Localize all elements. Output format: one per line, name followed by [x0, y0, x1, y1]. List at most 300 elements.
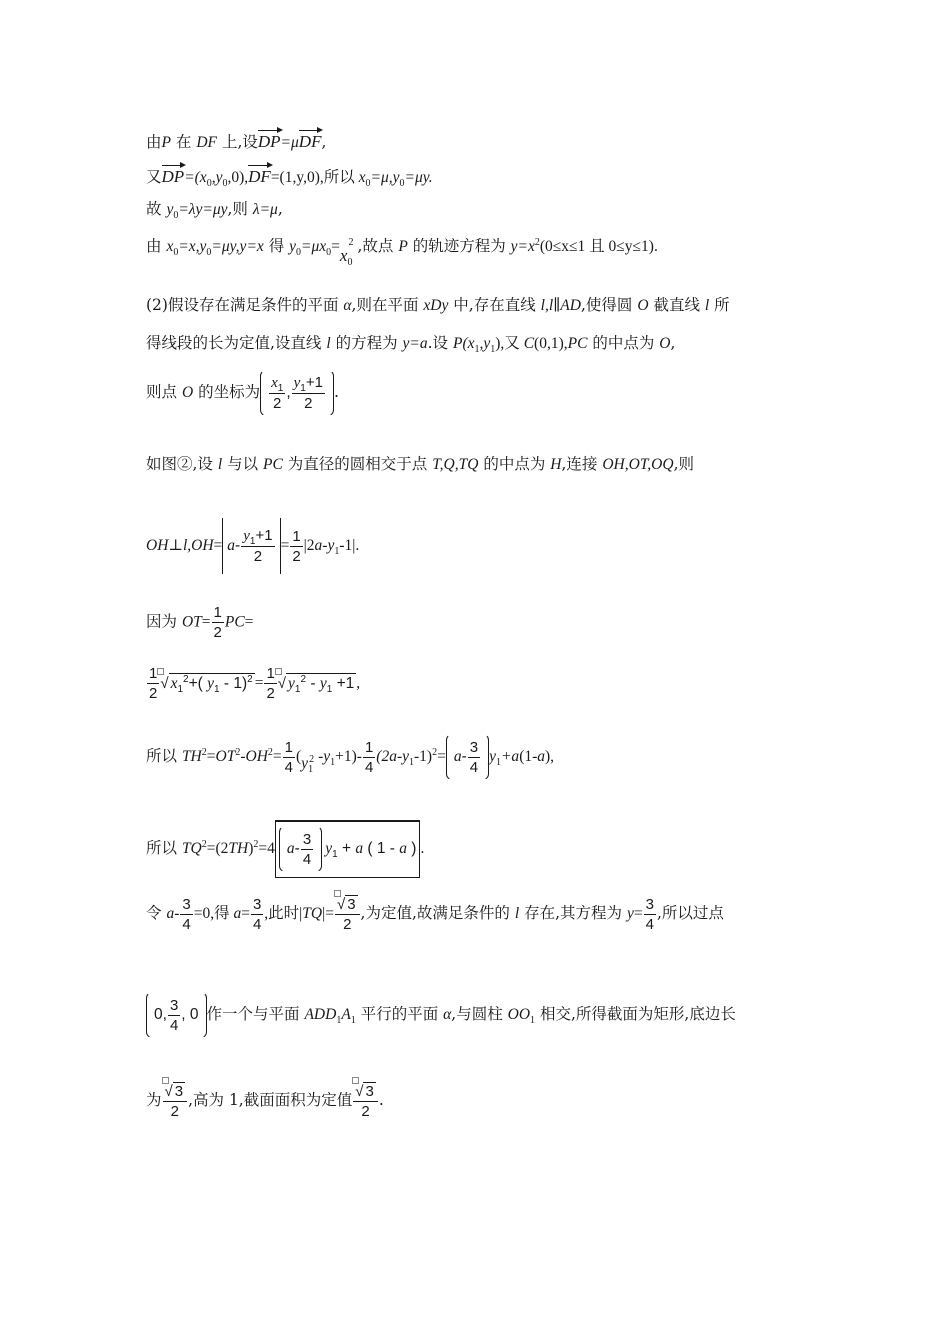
fraction	[163, 1082, 188, 1120]
numerator: 1	[213, 604, 222, 621]
subscript: 0	[347, 257, 353, 269]
var: y	[289, 238, 297, 255]
vector-dp: DP	[162, 163, 185, 187]
radical-sign: √	[336, 896, 346, 914]
text: ,0),	[227, 169, 249, 186]
text: ,为定值,故满足条件的	[360, 904, 515, 923]
superscript: 2	[183, 673, 189, 685]
text: 令	[146, 904, 167, 923]
text-line-10	[146, 604, 253, 641]
var: PC	[263, 456, 283, 473]
text: 由	[146, 237, 167, 255]
subscript: 1	[334, 546, 340, 558]
fraction	[290, 528, 302, 565]
var: l,l∥AD	[540, 297, 581, 314]
coordinate-parens	[260, 370, 334, 416]
denominator: 2	[149, 685, 158, 702]
numerator: 1	[266, 665, 275, 682]
text-line-3	[146, 199, 283, 220]
var: α	[343, 297, 352, 314]
var: a	[227, 537, 236, 554]
subscript: 1	[294, 684, 301, 696]
text: .	[333, 383, 339, 401]
text: 因为	[146, 612, 182, 631]
fraction	[168, 997, 180, 1034]
var: OO	[507, 1006, 531, 1023]
text: 所	[709, 296, 730, 314]
var: -y	[318, 748, 331, 765]
text-line-9	[146, 518, 359, 574]
numerator: 3	[302, 830, 312, 848]
text: =	[244, 613, 254, 631]
text-line-2	[146, 163, 433, 188]
var: y	[301, 755, 309, 772]
var: TQ	[302, 905, 323, 923]
text: 平行的平面	[355, 1005, 444, 1023]
var: l	[514, 905, 520, 923]
fraction	[353, 1082, 378, 1120]
text: (2)假设存在满足条件的平面	[146, 296, 344, 314]
var: =λy=μy	[178, 201, 228, 218]
superscript: 2	[348, 236, 354, 248]
subscript: 0	[173, 210, 179, 222]
numerator: 1	[284, 738, 293, 756]
fraction	[283, 739, 295, 776]
var: l	[704, 297, 710, 314]
text: +1)-	[335, 748, 362, 765]
var: y	[166, 201, 174, 218]
subscript: 0	[326, 247, 332, 259]
text: =	[213, 537, 223, 554]
text: 相交,所得截面为矩形,底边长	[535, 1005, 736, 1023]
text: ,	[162, 1006, 167, 1023]
text: ,所以过点	[656, 904, 724, 923]
numerator: 3	[182, 895, 191, 913]
text: ,	[356, 674, 361, 692]
x0-squared	[339, 236, 358, 269]
subscript: 1	[308, 764, 314, 776]
text: 得	[263, 237, 290, 255]
var: +a	[500, 748, 520, 765]
text: |=	[322, 905, 334, 923]
text: 在	[170, 133, 197, 151]
text: -	[461, 748, 467, 765]
text: ,	[670, 334, 676, 352]
denominator: 4	[469, 758, 479, 776]
var: l	[326, 335, 331, 352]
text: -	[322, 537, 328, 554]
text: (0,1),	[534, 335, 568, 352]
text: -	[294, 840, 300, 857]
subscript: 1	[249, 536, 256, 547]
text: -	[240, 748, 246, 765]
var: P	[398, 238, 408, 255]
var: OH	[146, 537, 169, 554]
text: (1-	[519, 748, 538, 765]
var: =μy,y=x	[211, 238, 264, 255]
parenthesis-group	[279, 826, 322, 872]
text-line-16	[146, 1082, 384, 1120]
var: =μ,y	[370, 169, 400, 186]
square-root	[337, 895, 358, 913]
var: y	[293, 375, 301, 391]
denominator: 2	[273, 395, 282, 412]
superscript: 2	[309, 753, 315, 765]
text: 存在,其方程为	[519, 904, 627, 923]
var: a	[233, 905, 242, 923]
text: =	[437, 748, 446, 765]
vector-df: DF	[299, 128, 322, 152]
text-line-11	[146, 665, 360, 702]
text: +	[337, 840, 356, 857]
text: )	[406, 840, 417, 857]
denominator: 2	[213, 624, 222, 641]
var: C	[523, 335, 535, 352]
subscript: 1	[530, 1015, 536, 1027]
text: ),	[545, 748, 555, 765]
text: ,	[277, 200, 283, 218]
text-line-7	[146, 370, 339, 416]
text: =	[331, 238, 340, 255]
denominator: 2	[343, 916, 352, 934]
text: =4	[258, 840, 275, 857]
superscript: 2	[300, 673, 307, 685]
var: OT	[181, 613, 202, 631]
var: l,OH	[182, 537, 214, 554]
text: ,则在平面	[351, 296, 424, 314]
text: 又	[146, 168, 162, 186]
fraction	[241, 527, 274, 565]
text: .	[420, 840, 425, 857]
radicand: 3	[347, 896, 356, 914]
radical-sign: √	[164, 1083, 173, 1101]
comma: ,	[286, 384, 291, 401]
numerator: 1	[149, 665, 158, 682]
fraction	[644, 896, 656, 933]
text: (0≤x≤1 且 0≤y≤1).	[539, 238, 658, 255]
text: ),又	[495, 335, 524, 352]
text: 如图②,设	[146, 455, 218, 473]
text: ⊥	[168, 536, 183, 554]
parenthesis-group	[446, 734, 489, 780]
subscript: 1	[495, 757, 501, 769]
subscript: 1	[350, 1015, 356, 1027]
text: =0,得	[193, 905, 234, 923]
numerator: 3	[645, 895, 654, 913]
text: -	[306, 675, 320, 692]
var: y	[243, 528, 250, 544]
text: =	[206, 748, 216, 765]
superscript: 2	[235, 746, 241, 758]
var: x	[339, 246, 348, 265]
var: H	[550, 456, 562, 473]
text-line-4	[146, 236, 658, 269]
subscript: 1	[408, 757, 414, 769]
superscript: 2	[253, 838, 259, 850]
denominator: 2	[304, 395, 313, 412]
var: a	[166, 905, 175, 923]
text: 为	[146, 1091, 162, 1110]
text: 则点	[146, 383, 182, 401]
text: ,使得圆	[580, 296, 638, 314]
text-line-8	[146, 454, 694, 475]
superscript: 2	[267, 746, 273, 758]
var: P	[161, 134, 171, 151]
denominator: 4	[169, 1016, 179, 1034]
subscript: 0	[399, 178, 405, 190]
fraction	[301, 831, 313, 868]
var: y	[319, 675, 327, 692]
text: +(	[188, 675, 208, 692]
text: 的中点为	[478, 455, 551, 473]
subscript: 1	[277, 383, 284, 394]
text: 的坐标为	[193, 383, 261, 401]
denominator: 2	[253, 548, 263, 565]
denominator: 4	[252, 915, 262, 933]
subscript: 1	[490, 344, 496, 356]
var: a	[453, 748, 462, 765]
text-line-15	[146, 992, 736, 1038]
text: |2	[303, 537, 315, 554]
subscript: 0	[222, 178, 228, 190]
var: O	[181, 384, 194, 401]
text: 中,存在直线	[448, 296, 541, 314]
text: ,	[321, 133, 327, 151]
var: λ=μ	[252, 201, 278, 218]
point-coordinates	[146, 992, 207, 1038]
text: .设	[427, 334, 453, 352]
subscript: 1	[300, 383, 306, 394]
absolute-value	[222, 518, 280, 574]
text: , 0	[181, 1006, 199, 1023]
text: +1	[255, 527, 273, 544]
superscript: 2	[432, 746, 438, 758]
var: A	[341, 1006, 351, 1023]
text: 截直线	[648, 296, 705, 314]
numerator: 3	[469, 738, 479, 756]
subscript: 0	[296, 247, 302, 259]
var: x	[271, 375, 278, 391]
text: +1	[332, 675, 355, 692]
text: =	[272, 748, 282, 765]
var: a	[314, 537, 323, 554]
text: =(1,y,0),所以	[270, 169, 359, 186]
subscript: 0	[206, 247, 212, 259]
text: ,高为 1,截面面积为定值	[188, 1091, 353, 1110]
numerator: 1	[292, 527, 301, 545]
text: 0	[154, 1006, 163, 1023]
y1-squared	[301, 753, 318, 774]
subscript: 1	[332, 849, 338, 861]
fraction	[363, 739, 375, 776]
text: ,此时|	[264, 905, 303, 923]
denominator: 4	[284, 758, 293, 776]
denominator: 4	[364, 758, 374, 776]
var: ADD	[304, 1006, 337, 1023]
var: TH	[228, 840, 249, 857]
var: a	[537, 748, 546, 765]
numerator: 1	[364, 738, 374, 756]
text: 故	[146, 200, 167, 218]
text: 上,设	[217, 133, 258, 151]
var: y	[489, 748, 496, 765]
text: )	[248, 840, 254, 857]
square-root	[160, 673, 254, 694]
numerator: 3	[169, 996, 179, 1014]
fraction	[251, 896, 263, 933]
var: OH,OT,OQ	[602, 456, 674, 473]
denominator: 2	[170, 1103, 179, 1121]
text: 的方程为	[330, 334, 403, 352]
var: a	[355, 840, 364, 857]
text: ,故点	[357, 237, 399, 255]
superscript: 2	[534, 236, 540, 248]
subscript: 1	[214, 684, 220, 696]
numerator: 3	[252, 895, 262, 913]
var: T,Q,TQ	[432, 456, 479, 473]
text: - 1)	[219, 675, 248, 692]
text-line-5	[146, 295, 730, 316]
denominator: 2	[266, 685, 275, 702]
subscript: 0	[173, 247, 179, 259]
var: x	[358, 169, 366, 186]
var: DF	[196, 134, 218, 151]
square-root	[278, 673, 356, 694]
var: y	[207, 675, 215, 692]
var: y	[327, 537, 335, 554]
subscript: 1	[326, 684, 333, 696]
radical-sign: √	[277, 675, 287, 692]
var: TQ	[181, 840, 202, 857]
text: ,连接	[561, 455, 603, 473]
radicand: 3	[174, 1083, 184, 1101]
var: OT	[215, 748, 236, 765]
var: P(x	[452, 335, 475, 352]
var: a	[286, 840, 295, 857]
vector-dp: DP	[258, 128, 281, 152]
var: y=x	[510, 238, 535, 255]
var: x	[166, 238, 174, 255]
text-line-13	[146, 820, 424, 878]
var: PC	[567, 335, 588, 352]
radical-sign: √	[160, 675, 169, 692]
text: ,则	[673, 455, 694, 473]
square-root	[355, 1082, 376, 1100]
fraction	[468, 739, 480, 776]
radical-sign: √	[355, 1083, 364, 1101]
square-root	[165, 1082, 186, 1100]
var: O	[659, 335, 671, 352]
var: =μx	[301, 238, 327, 255]
var: (2a-y	[376, 748, 409, 765]
var: x	[170, 675, 178, 692]
fraction	[212, 604, 224, 641]
var: PC	[224, 613, 245, 631]
subscript: 0	[365, 178, 371, 190]
text: =	[633, 905, 643, 923]
fraction	[292, 374, 325, 412]
text: ,则	[227, 200, 253, 218]
var: OH	[245, 748, 268, 765]
text: 由	[146, 133, 162, 151]
text-line-1	[146, 128, 326, 153]
subscript: 1	[177, 684, 184, 696]
denominator: 4	[182, 915, 191, 933]
var: O	[637, 297, 649, 314]
subscript: 0	[206, 178, 212, 190]
var: =x,y	[178, 238, 207, 255]
text: 所以	[146, 839, 182, 857]
text: 作一个与平面	[206, 1005, 305, 1023]
var: =μ	[280, 134, 299, 151]
radicand: 3	[365, 1083, 374, 1101]
var: l	[217, 456, 223, 473]
text: (	[296, 748, 302, 765]
text: -	[235, 537, 241, 554]
var: ,y	[211, 169, 223, 186]
text-line-12	[146, 734, 554, 780]
var: TH	[181, 748, 202, 765]
denominator: 4	[302, 850, 312, 868]
text: 的中点为	[587, 334, 660, 352]
text: -1)	[413, 748, 433, 765]
text-line-14	[146, 895, 724, 933]
text: =	[254, 674, 264, 692]
bracket-group	[275, 820, 421, 878]
subscript: 1	[330, 757, 336, 769]
text: =	[201, 613, 211, 631]
var: xDy	[423, 297, 449, 314]
var: ,y	[479, 335, 491, 352]
var: y	[325, 840, 333, 857]
text: .	[378, 1091, 384, 1110]
text: 的轨迹方程为	[407, 237, 511, 255]
text: 所以	[146, 747, 182, 765]
superscript: 2	[201, 746, 207, 758]
text: =(2	[206, 840, 229, 857]
var: y	[288, 675, 295, 692]
subscript: 1	[474, 344, 480, 356]
var: =(x	[184, 169, 207, 186]
subscript: 1	[336, 1015, 342, 1027]
text: ,与圆柱	[451, 1005, 508, 1023]
text: =	[280, 537, 290, 554]
superscript: 2	[201, 838, 207, 850]
text: 与以	[222, 455, 264, 473]
var: α	[443, 1006, 452, 1023]
text: -1|.	[339, 537, 360, 554]
text: 得线段的长为定值,设直线	[146, 334, 327, 352]
text: ( 1 -	[363, 840, 400, 857]
superscript: 2	[247, 673, 253, 685]
text: -	[174, 905, 180, 923]
denominator: 2	[292, 547, 301, 565]
text-line-6	[146, 333, 675, 354]
text: 为直径的圆相交于点	[282, 455, 433, 473]
vector-df: DF	[248, 163, 271, 187]
text: =	[241, 905, 250, 923]
var: y=a	[402, 335, 428, 352]
var: y	[626, 905, 634, 923]
fraction	[269, 374, 285, 412]
fraction	[180, 896, 192, 933]
denominator: 4	[645, 915, 654, 933]
fraction	[335, 895, 360, 933]
var: a	[399, 840, 407, 857]
var: =μy.	[404, 169, 433, 186]
denominator: 2	[361, 1103, 370, 1121]
text: +1	[305, 374, 323, 391]
